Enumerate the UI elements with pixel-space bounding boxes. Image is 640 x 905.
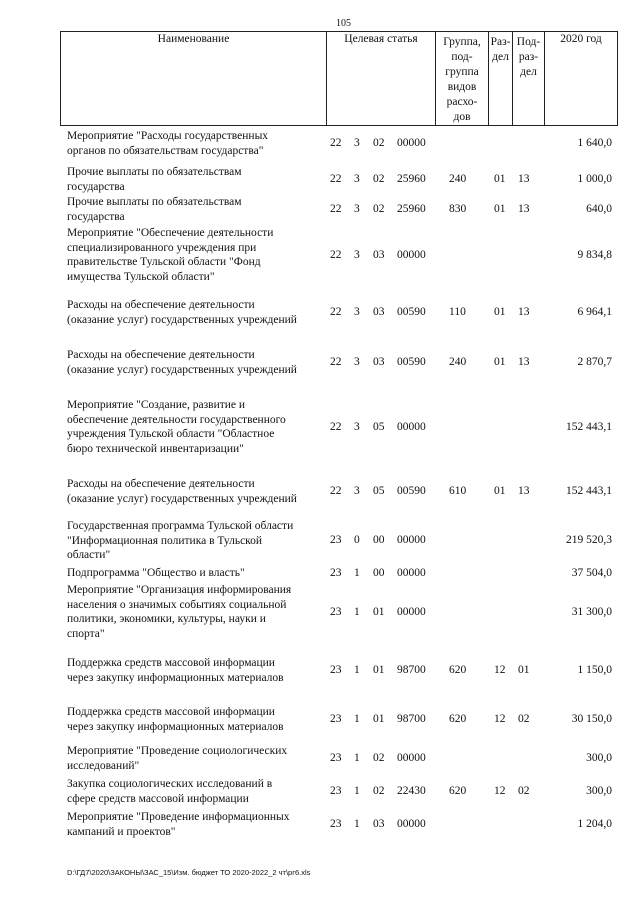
target-code-subprogram: 1 bbox=[354, 567, 360, 579]
header-group-line: дов bbox=[453, 111, 471, 123]
row-name-line: Мероприятие "Проведение социологических bbox=[67, 745, 288, 757]
target-code-program: 22 bbox=[330, 249, 342, 261]
podrazdel: 13 bbox=[518, 306, 530, 318]
target-code-event: 03 bbox=[373, 249, 385, 261]
target-code-event: 02 bbox=[373, 137, 385, 149]
expense-group: 610 bbox=[449, 485, 467, 497]
row-name-line: Мероприятие "Проведение информационных bbox=[67, 811, 290, 823]
row-name bbox=[67, 566, 325, 581]
target-code-event: 00 bbox=[373, 567, 385, 579]
razdel: 12 bbox=[494, 664, 506, 676]
row-name-line: Закупка социологических исследований в bbox=[67, 778, 273, 790]
header-podrazdel-line: дел bbox=[520, 66, 537, 78]
target-code-direction: 00000 bbox=[397, 567, 426, 579]
row-name-line: области" bbox=[67, 549, 111, 561]
podrazdel: 01 bbox=[518, 664, 530, 676]
row-name bbox=[67, 777, 325, 806]
podrazdel: 13 bbox=[518, 203, 530, 215]
expense-group: 620 bbox=[449, 713, 467, 725]
target-code-direction: 98700 bbox=[397, 664, 426, 676]
amount-2020: 640,0 bbox=[586, 203, 612, 215]
podrazdel: 13 bbox=[518, 356, 530, 368]
podrazdel: 02 bbox=[518, 785, 530, 797]
target-code-direction: 98700 bbox=[397, 713, 426, 725]
razdel: 01 bbox=[494, 485, 506, 497]
target-code-program: 23 bbox=[330, 818, 342, 830]
row-name-line: кампаний и проектов" bbox=[67, 825, 176, 838]
row-name-line: Мероприятие "Расходы государственных bbox=[67, 130, 269, 142]
podrazdel: 13 bbox=[518, 485, 530, 497]
target-code-direction: 00000 bbox=[397, 752, 426, 764]
target-code-direction: 00000 bbox=[397, 137, 426, 149]
row-name-line: спорта" bbox=[67, 627, 105, 640]
expense-group: 240 bbox=[449, 356, 467, 368]
row-name bbox=[67, 519, 325, 563]
target-code-direction: 00000 bbox=[397, 818, 426, 830]
row-name bbox=[67, 398, 325, 456]
target-code-subprogram: 3 bbox=[354, 137, 360, 149]
row-name-line: Расходы на обеспечение деятельности bbox=[67, 349, 255, 361]
row-name-line: исследований" bbox=[67, 759, 140, 772]
row-name-line: Поддержка средств массовой информации bbox=[67, 706, 275, 718]
header-razdel-line: дел bbox=[492, 51, 509, 63]
amount-2020: 6 964,1 bbox=[577, 306, 612, 318]
target-code-direction: 00000 bbox=[397, 421, 426, 433]
row-name-line: Подпрограмма "Общество и власть" bbox=[67, 567, 245, 579]
razdel: 01 bbox=[494, 203, 506, 215]
target-code-direction: 00000 bbox=[397, 534, 426, 546]
header-year bbox=[544, 31, 618, 126]
header-podrazdel-line: раз- bbox=[518, 51, 539, 63]
header-group-line: под- bbox=[451, 51, 473, 63]
podrazdel: 02 bbox=[518, 713, 530, 725]
header-year-label: 2020 год bbox=[560, 33, 602, 45]
amount-2020: 2 870,7 bbox=[577, 356, 612, 368]
target-code-subprogram: 3 bbox=[354, 173, 360, 185]
target-code-event: 01 bbox=[373, 606, 385, 618]
target-code-subprogram: 3 bbox=[354, 203, 360, 215]
target-code-subprogram: 3 bbox=[354, 421, 360, 433]
row-name bbox=[67, 226, 325, 284]
amount-2020: 300,0 bbox=[586, 752, 612, 764]
target-code-direction: 00590 bbox=[397, 356, 426, 368]
amount-2020: 31 300,0 bbox=[571, 606, 612, 618]
target-code-event: 02 bbox=[373, 752, 385, 764]
target-code-subprogram: 3 bbox=[354, 249, 360, 261]
target-code-direction: 25960 bbox=[397, 203, 426, 215]
row-name-line: правительстве Тульской области "Фонд bbox=[67, 256, 261, 268]
header-target-label: Целевая статья bbox=[344, 33, 418, 45]
target-code-program: 22 bbox=[330, 421, 342, 433]
row-name bbox=[67, 348, 325, 377]
page-number: 105 bbox=[336, 18, 351, 29]
amount-2020: 1 000,0 bbox=[577, 173, 612, 185]
razdel: 01 bbox=[494, 173, 506, 185]
amount-2020: 1 150,0 bbox=[577, 664, 612, 676]
header-group-line: Группа, bbox=[443, 36, 481, 48]
target-code-program: 22 bbox=[330, 306, 342, 318]
row-name-line: через закупку информационных материалов bbox=[67, 720, 284, 733]
razdel: 01 bbox=[494, 306, 506, 318]
target-code-subprogram: 1 bbox=[354, 818, 360, 830]
row-name-line: специализированного учреждения при bbox=[67, 241, 257, 254]
target-code-program: 23 bbox=[330, 534, 342, 546]
expense-group: 830 bbox=[449, 203, 467, 215]
target-code-program: 22 bbox=[330, 356, 342, 368]
header-group-line: группа bbox=[445, 66, 479, 78]
razdel: 12 bbox=[494, 713, 506, 725]
target-code-event: 03 bbox=[373, 818, 385, 830]
row-name-line: Мероприятие "Обеспечение деятельности bbox=[67, 227, 274, 239]
target-code-event: 00 bbox=[373, 534, 385, 546]
amount-2020: 37 504,0 bbox=[571, 567, 612, 579]
row-name bbox=[67, 744, 325, 773]
target-code-program: 22 bbox=[330, 173, 342, 185]
amount-2020: 1 640,0 bbox=[577, 137, 612, 149]
row-name-line: Мероприятие "Создание, развитие и bbox=[67, 399, 246, 411]
row-name-line: имущества Тульской области" bbox=[67, 270, 215, 283]
target-code-subprogram: 0 bbox=[354, 534, 360, 546]
target-code-subprogram: 3 bbox=[354, 485, 360, 497]
row-name bbox=[67, 705, 325, 734]
target-code-program: 22 bbox=[330, 137, 342, 149]
header-razdel bbox=[488, 31, 513, 126]
target-code-subprogram: 1 bbox=[354, 713, 360, 725]
row-name-line: (оказание услуг) государственных учреждений bbox=[67, 492, 297, 505]
header-name bbox=[60, 31, 327, 126]
target-code-subprogram: 1 bbox=[354, 785, 360, 797]
row-name-line: сфере средств массовой информации bbox=[67, 792, 249, 805]
amount-2020: 1 204,0 bbox=[577, 818, 612, 830]
header-group bbox=[435, 31, 489, 126]
header-podrazdel bbox=[512, 31, 545, 126]
target-code-event: 02 bbox=[373, 785, 385, 797]
row-name-line: Расходы на обеспечение деятельности bbox=[67, 478, 255, 490]
row-name-line: политики, экономики, культуры, науки и bbox=[67, 613, 266, 625]
row-name-line: "Информационная политика в Тульской bbox=[67, 534, 263, 547]
target-code-direction: 25960 bbox=[397, 173, 426, 185]
target-code-event: 03 bbox=[373, 356, 385, 368]
amount-2020: 9 834,8 bbox=[577, 249, 612, 261]
amount-2020: 219 520,3 bbox=[566, 534, 612, 546]
row-name-line: обеспечение деятельности государственного bbox=[67, 413, 286, 426]
target-code-program: 23 bbox=[330, 664, 342, 676]
target-code-program: 22 bbox=[330, 485, 342, 497]
row-name-line: Государственная программа Тульской области bbox=[67, 520, 294, 532]
razdel: 12 bbox=[494, 785, 506, 797]
row-name-line: Поддержка средств массовой информации bbox=[67, 657, 275, 669]
target-code-program: 22 bbox=[330, 203, 342, 215]
amount-2020: 300,0 bbox=[586, 785, 612, 797]
expense-group: 110 bbox=[449, 306, 466, 318]
target-code-subprogram: 1 bbox=[354, 752, 360, 764]
row-name-line: учреждения Тульской области "Областное bbox=[67, 428, 275, 440]
row-name-line: государства bbox=[67, 210, 125, 223]
amount-2020: 152 443,1 bbox=[566, 421, 612, 433]
target-code-event: 01 bbox=[373, 664, 385, 676]
header-razdel-line: Раз- bbox=[490, 36, 511, 48]
row-name-line: бюро технической инвентаризации" bbox=[67, 442, 244, 455]
row-name-line: населения о значимых событиях социальной bbox=[67, 598, 287, 611]
expense-group: 240 bbox=[449, 173, 467, 185]
target-code-event: 03 bbox=[373, 306, 385, 318]
header-name-label: Наименование bbox=[157, 33, 230, 45]
target-code-program: 23 bbox=[330, 752, 342, 764]
file-path-footer: D:\ГД7\2020\ЗАКОНЫ\ЗАС_15\Изм. бюджет ТО 2020-2022_2 чт\рг6.xls bbox=[67, 868, 311, 877]
row-name-line: Расходы на обеспечение деятельности bbox=[67, 299, 255, 311]
row-name-line: государства bbox=[67, 180, 125, 193]
row-name bbox=[67, 477, 325, 506]
row-name-line: Прочие выплаты по обязательствам bbox=[67, 196, 242, 208]
target-code-program: 23 bbox=[330, 713, 342, 725]
row-name bbox=[67, 298, 325, 327]
podrazdel: 13 bbox=[518, 173, 530, 185]
row-name-line: (оказание услуг) государственных учреждений bbox=[67, 313, 297, 326]
header-group-line: видов bbox=[447, 81, 477, 93]
target-code-direction: 22430 bbox=[397, 785, 426, 797]
row-name-line: органов по обязательствам государства" bbox=[67, 144, 264, 157]
target-code-event: 05 bbox=[373, 485, 385, 497]
row-name bbox=[67, 583, 325, 641]
expense-group: 620 bbox=[449, 785, 467, 797]
row-name bbox=[67, 195, 325, 224]
target-code-program: 23 bbox=[330, 606, 342, 618]
target-code-direction: 00590 bbox=[397, 485, 426, 497]
target-code-subprogram: 3 bbox=[354, 356, 360, 368]
target-code-event: 02 bbox=[373, 173, 385, 185]
row-name-line: Мероприятие "Организация информирования bbox=[67, 584, 292, 596]
header-target-article bbox=[326, 31, 436, 126]
target-code-event: 05 bbox=[373, 421, 385, 433]
amount-2020: 30 150,0 bbox=[571, 713, 612, 725]
target-code-direction: 00590 bbox=[397, 306, 426, 318]
header-group-line: расхо- bbox=[446, 96, 478, 108]
target-code-direction: 00000 bbox=[397, 606, 426, 618]
row-name bbox=[67, 129, 325, 158]
row-name-line: (оказание услуг) государственных учреждений bbox=[67, 363, 297, 376]
target-code-subprogram: 3 bbox=[354, 306, 360, 318]
row-name bbox=[67, 656, 325, 685]
target-code-program: 23 bbox=[330, 785, 342, 797]
target-code-event: 02 bbox=[373, 203, 385, 215]
target-code-subprogram: 1 bbox=[354, 664, 360, 676]
expense-group: 620 bbox=[449, 664, 467, 676]
row-name-line: Прочие выплаты по обязательствам bbox=[67, 166, 242, 178]
row-name-line: через закупку информационных материалов bbox=[67, 671, 284, 684]
target-code-subprogram: 1 bbox=[354, 606, 360, 618]
target-code-event: 01 bbox=[373, 713, 385, 725]
row-name bbox=[67, 165, 325, 194]
header-podrazdel-line: Под- bbox=[516, 36, 541, 48]
amount-2020: 152 443,1 bbox=[566, 485, 612, 497]
target-code-program: 23 bbox=[330, 567, 342, 579]
row-name bbox=[67, 810, 325, 839]
razdel: 01 bbox=[494, 356, 506, 368]
target-code-direction: 00000 bbox=[397, 249, 426, 261]
